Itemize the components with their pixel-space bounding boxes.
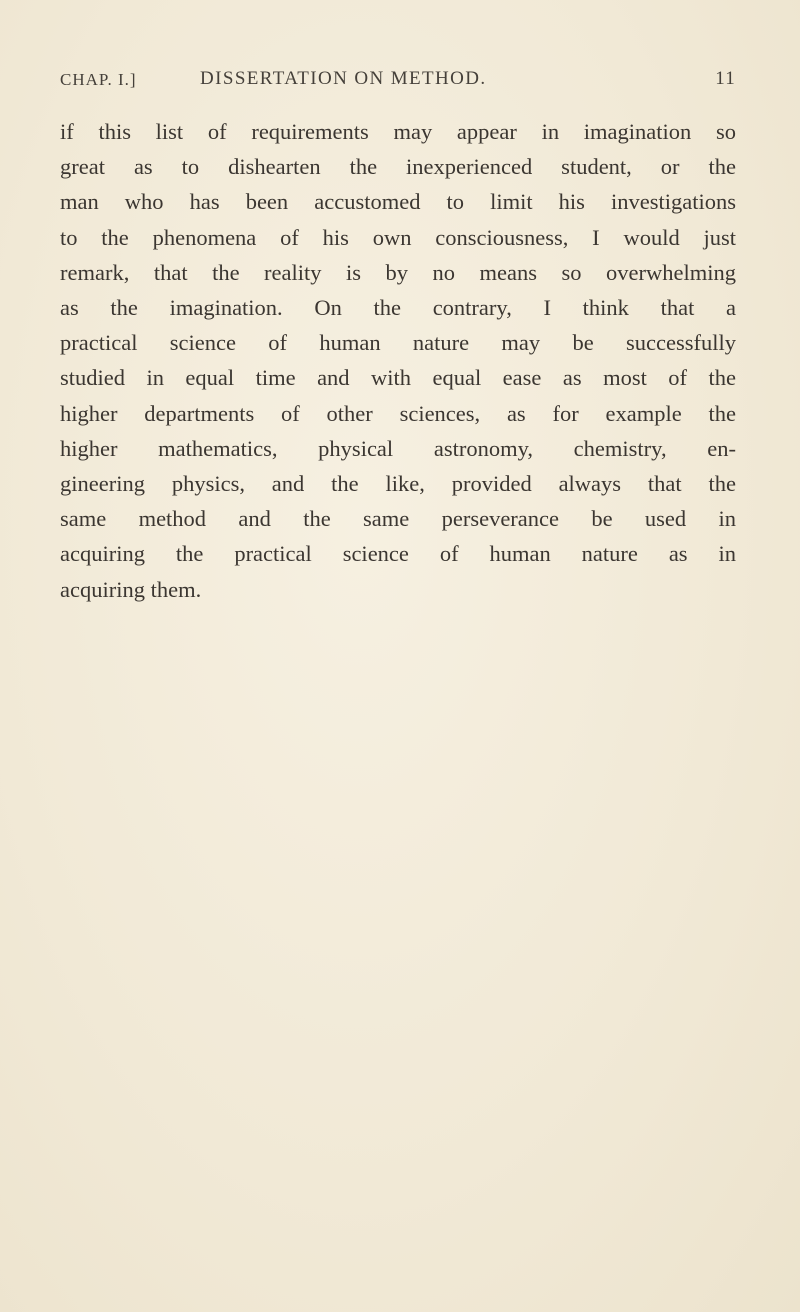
text-line: gineering physics, and the like, provided always that the <box>60 471 736 497</box>
text-line: higher mathematics, physical astronomy, chemistry, en- <box>60 435 736 461</box>
text-line: acquiring them. <box>60 576 202 602</box>
text-line: great as to dishearten the inexperienced student, or the <box>60 154 736 180</box>
body-paragraph <box>60 114 736 607</box>
text-line: higher departments of other sciences, as for example the <box>60 400 736 426</box>
running-head <box>60 64 736 100</box>
text-line: remark, that the reality is by no means so overwhelming <box>60 259 736 285</box>
text-line: practical science of human nature may be successfully <box>60 330 736 356</box>
text-line: studied in equal time and with equal ease as most of the <box>60 365 736 391</box>
text-line: man who has been accustomed to limit his investigations <box>60 189 736 215</box>
text-line: to the phenomena of his own consciousness, I would just <box>60 224 736 250</box>
text-line: if this list of requirements may appear in imagination so <box>60 119 736 144</box>
text-line: acquiring the practical science of human nature as in <box>60 541 736 567</box>
page-number: 11 <box>715 68 736 89</box>
text-line: same method and the same perseverance be used in <box>60 506 736 532</box>
running-title: DISSERTATION ON METHOD. <box>200 68 487 89</box>
text-line: as the imagination. On the contrary, I think that a <box>60 295 736 321</box>
chapter-marker: CHAP. I.] <box>60 70 137 89</box>
